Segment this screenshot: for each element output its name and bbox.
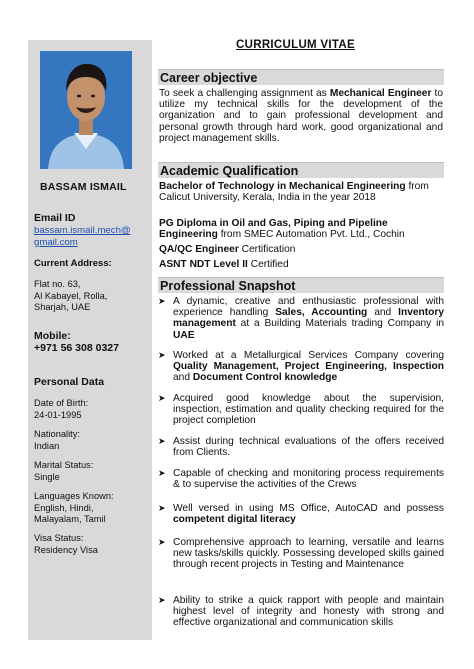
snapshot-item: ➤ A dynamic, creative and enthusiastic professional with experience handling Sales, Accounting and Inventory management at a Building Materials trading Company in UAE — [158, 296, 444, 341]
page-title: CURRICULUM VITAE — [236, 39, 355, 51]
snapshot-item: ➤ Capable of checking and monitoring process requirements & to supervise the activities of the Crews — [158, 468, 444, 491]
mobile-value: +971 56 308 0327 — [34, 342, 119, 354]
academic-heading: Academic Qualification — [158, 162, 444, 178]
academic-item-3-rest: Certification — [238, 244, 296, 255]
arrow-bullet-icon: ➤ — [158, 595, 166, 605]
snapshot-heading: Professional Snapshot — [158, 277, 444, 293]
mobile-label: Mobile: — [34, 330, 71, 342]
academic-item-3-bold: QA/QC Engineer — [159, 244, 239, 255]
academic-item-2-bold: PG Diploma in Oil and Gas, Piping and Pipeline Engineering — [159, 218, 388, 241]
profile-photo — [40, 51, 132, 169]
career-text-1: To seek a challenging assignment as — [159, 88, 330, 99]
personal-data-label: Personal Data — [34, 376, 105, 388]
arrow-bullet-icon: ➤ — [158, 503, 166, 513]
academic-item-2 — [159, 218, 443, 240]
academic-item-2-rest: from SMEC Automation Pvt. Ltd., Cochin — [217, 229, 405, 241]
address-line-3: Sharjah, UAE — [34, 302, 91, 312]
snapshot-item: ➤ Well versed in using MS Office, AutoCAD and possess competent digital literacy — [158, 503, 444, 526]
email-label: Email ID — [34, 212, 76, 224]
academic-item-1 — [159, 181, 443, 203]
arrow-bullet-icon: ➤ — [158, 468, 166, 478]
visa-value: Residency Visa — [34, 544, 98, 555]
visa-label: Visa Status: — [34, 533, 84, 543]
arrow-bullet-icon: ➤ — [158, 537, 166, 547]
career-objective-text — [159, 88, 443, 144]
candidate-name: BASSAM ISMAIL — [40, 181, 127, 193]
address-text — [34, 279, 107, 314]
career-objective-heading: Career objective — [158, 69, 444, 85]
address-label: Current Address: — [34, 258, 112, 269]
arrow-bullet-icon: ➤ — [158, 436, 166, 446]
arrow-bullet-icon: ➤ — [158, 393, 166, 403]
snapshot-item: ➤ Comprehensive approach to learning, versatile and learns new tasks/skills quickly. Possessing developed skills gained through recent projects in Testing and Maintenance — [158, 537, 444, 571]
marital-value: Single — [34, 471, 60, 482]
career-text-bold: Mechanical Engineer — [329, 88, 432, 99]
marital-label: Marital Status: — [34, 460, 94, 470]
languages-line-2: Malayalam, Tamil — [34, 514, 106, 524]
academic-item-4-rest: Certified — [247, 259, 289, 270]
address-line-2: Al Kabayel, Rolla, — [34, 290, 108, 301]
nationality-label: Nationality: — [34, 429, 80, 439]
languages-line-1: English, Hindi, — [34, 502, 94, 513]
career-text-2: to utilize my technical skills for the development of the organization and to gain professional development and personal growth through hard work, good organizational and project management skills. — [159, 88, 443, 144]
academic-item-1-bold: Bachelor of Technology in Mechanical Engineering — [159, 181, 406, 192]
dob-label: Date of Birth: — [34, 398, 89, 408]
academic-item-4 — [159, 259, 443, 270]
snapshot-item: ➤ Acquired good knowledge about the supervision, inspection, estimation and quality checking required for the project completion — [158, 393, 444, 427]
dob-block — [34, 398, 88, 421]
email-line-2[interactable]: gmail.com — [34, 236, 78, 248]
academic-item-3 — [159, 244, 443, 255]
email-line-1[interactable]: bassam.ismail.mech@ — [34, 225, 131, 236]
snapshot-item: ➤ Worked at a Metallurgical Services Company covering Quality Management, Project Engineering, Inspection and Document Control knowledge — [158, 350, 444, 384]
languages-label: Languages Known: — [34, 491, 114, 501]
nationality-value: Indian — [34, 440, 60, 451]
snapshot-item: ➤ Ability to strike a quick rapport with people and maintain highest level of integrity and honesty with strong and effective organizational and communication skills — [158, 595, 444, 629]
academic-item-4-bold: ASNT NDT Level II — [159, 259, 248, 270]
visa-block — [34, 533, 98, 556]
dob-value: 24-01-1995 — [34, 409, 82, 420]
languages-block — [34, 491, 114, 526]
academic-item-1-rest: from Calicut University, Kerala, India in the year 2018 — [159, 181, 429, 204]
arrow-bullet-icon: ➤ — [158, 350, 166, 360]
snapshot-item: ➤ Assist during technical evaluations of the offers received from Clients. — [158, 436, 444, 459]
profile-photo-image — [40, 51, 132, 169]
arrow-bullet-icon: ➤ — [158, 296, 166, 306]
email-link[interactable] — [34, 225, 131, 248]
marital-block — [34, 460, 93, 483]
address-line-1: Flat no. 63, — [34, 279, 81, 289]
nationality-block — [34, 429, 80, 452]
